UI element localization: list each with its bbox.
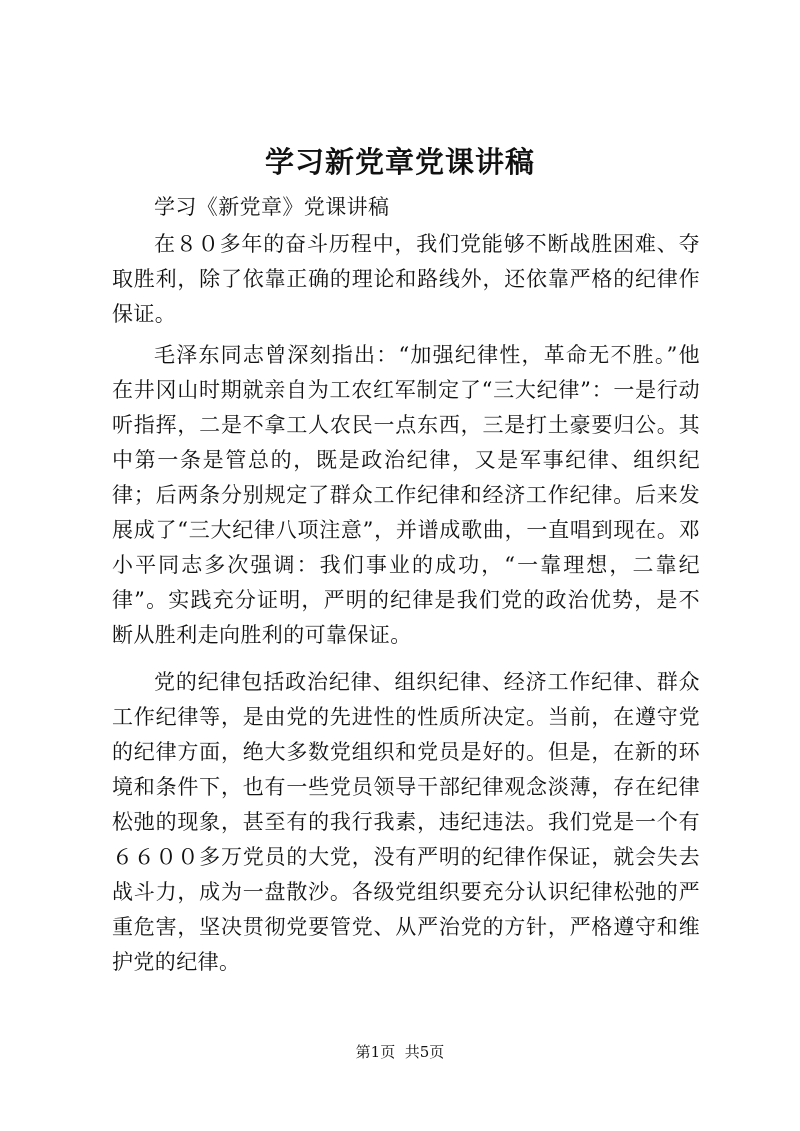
- document-subtitle: 学习《新党章》党课讲稿: [154, 195, 390, 219]
- paragraph-3: 党的纪律包括政治纪律、组织纪律、经济工作纪律、群众工作纪律等，是由党的先进性的性质所决定。当前，在遵守党的纪律方面，绝大多数党组织和党员是好的。但是，在新的环境和条件下，也有一些党员领导干部纪律观念淡薄，存在纪律松弛的现象，甚至有的我行我素，违纪违法。我们党是一个有６６００多万党员的大党，没有严明的纪律作保证，就会失去战斗力，成为一盘散沙。各级党组织要充分认识纪律松弛的严重危害，坚决贯彻党要管党、从严治党的方针，严格遵守和维护党的纪律。: [112, 670, 700, 974]
- document-title: 学习新党章党课讲稿: [264, 145, 535, 179]
- page-total: 共5页: [404, 1043, 445, 1061]
- document-body: [112, 190, 700, 980]
- footer-spacer: [395, 1043, 405, 1061]
- page-footer: [0, 1042, 800, 1062]
- paragraph-2: 毛泽东同志曾深刻指出：“加强纪律性，革命无不胜。”他在井冈山时期就亲自为工农红军制定了“三大纪律”：一是行动听指挥，二是不拿工人农民一点东西，三是打土豪要归公。其中第一条是管总的，既是政治纪律，又是军事纪律、组织纪律；后两条分别规定了群众工作纪律和经济工作纪律。后来发展成了“三大纪律八项注意”，并谱成歌曲，一直唱到现在。邓小平同志多次强调：我们事业的成功，“一靠理想，二靠纪律”。实践充分证明，严明的纪律是我们党的政治优势，是不断从胜利走向胜利的可靠保证。: [112, 343, 700, 647]
- paragraph-1: 在８０多年的奋斗历程中，我们党能够不断战胜困难、夺取胜利，除了依靠正确的理论和路线外，还依靠严格的纪律作保证。: [112, 232, 700, 326]
- page-number: 第1页: [355, 1043, 396, 1061]
